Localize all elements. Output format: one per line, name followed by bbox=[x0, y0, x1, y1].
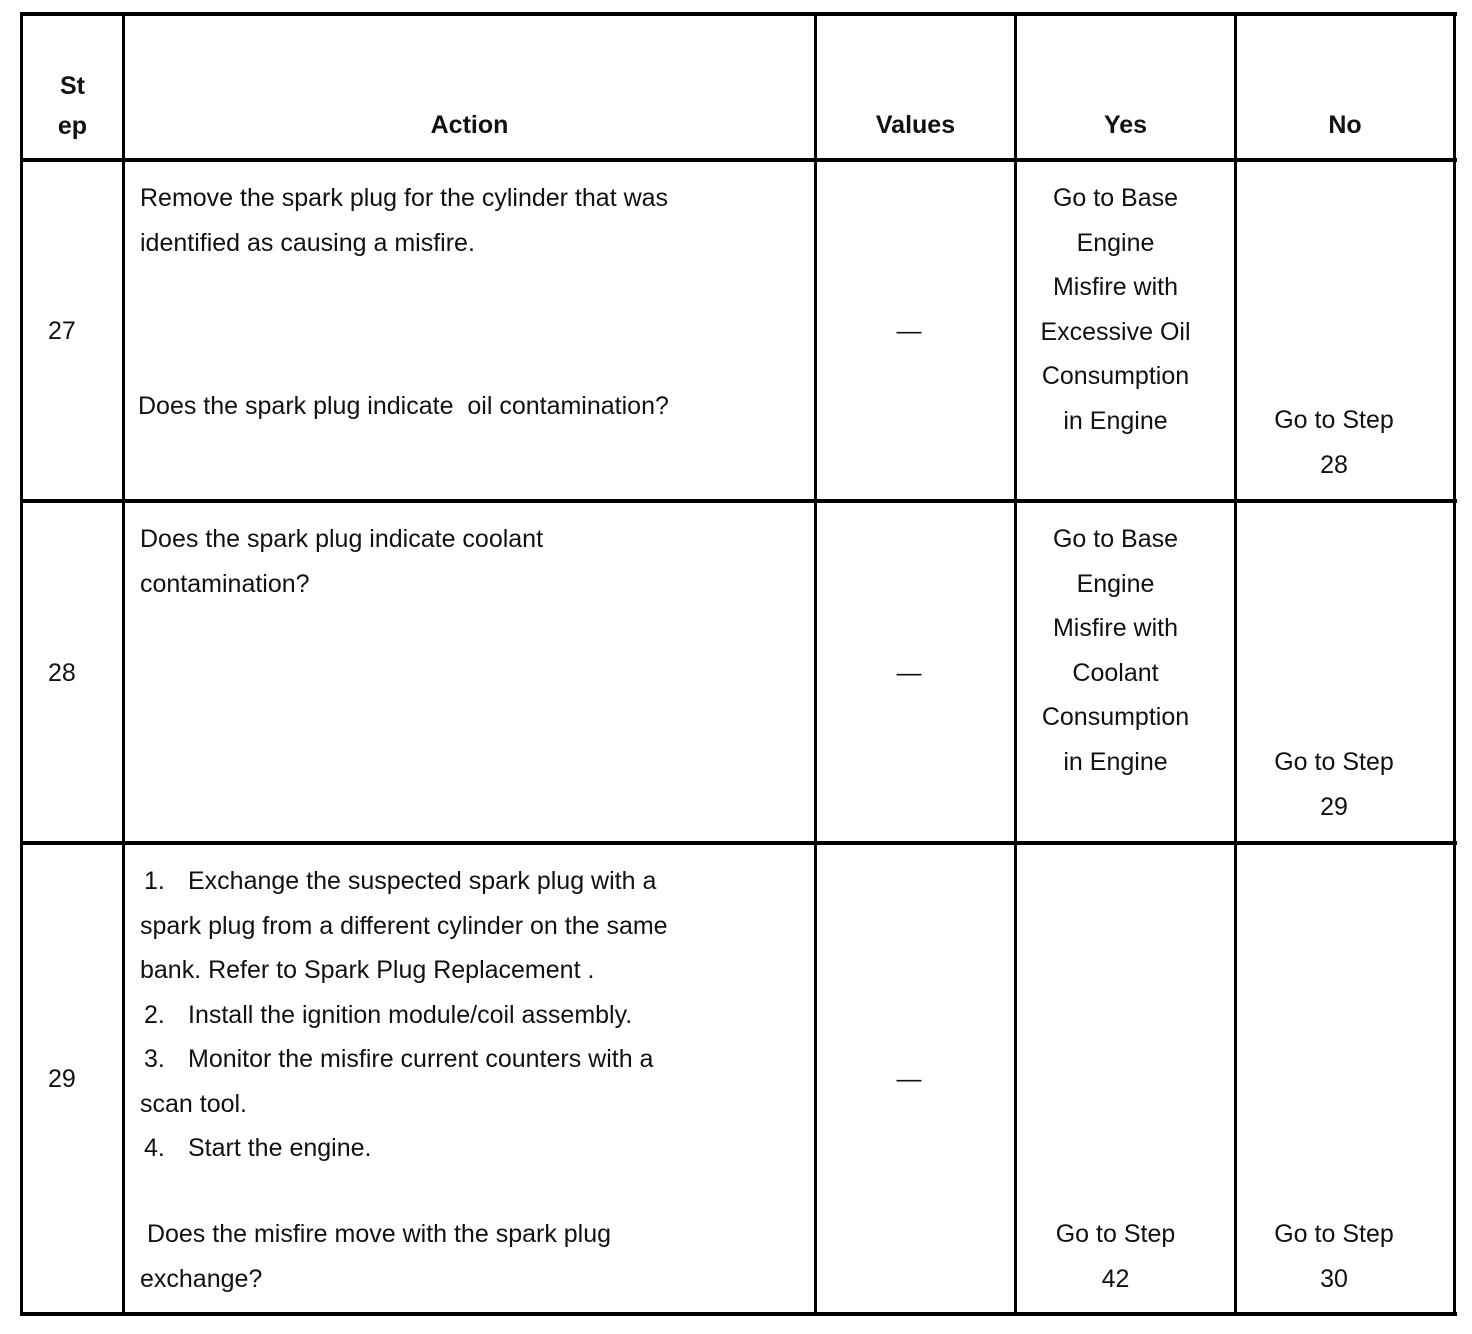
action-question: Does the spark plug indicate oil contamination? bbox=[138, 392, 669, 420]
action-question: Does the misfire move with the spark plug exchange? bbox=[140, 1220, 612, 1293]
column-divider bbox=[122, 12, 125, 1316]
no-result: Go to Step 30 bbox=[1274, 1220, 1394, 1293]
list-item-continued: bank. Refer to Spark Plug Replacement . bbox=[140, 956, 595, 984]
action-text bbox=[140, 176, 800, 265]
list-item-continued: scan tool. bbox=[140, 1089, 248, 1118]
table-border-bottom bbox=[20, 1312, 1457, 1316]
step-number: 27 bbox=[48, 317, 76, 345]
table-border-top bbox=[20, 12, 1457, 16]
action-text bbox=[140, 517, 800, 606]
yes-result: Go to Base Engine Misfire with Coolant Consumption in Engine bbox=[1041, 525, 1190, 776]
list-item: 3. Monitor the misfire current counters with a bbox=[144, 1045, 654, 1073]
value-dash: — bbox=[896, 317, 922, 345]
header-yes: Yes bbox=[1103, 111, 1148, 139]
action-line: Does the spark plug indicate coolant bbox=[140, 525, 544, 553]
header-values: Values bbox=[875, 111, 956, 139]
step-number: 28 bbox=[48, 659, 76, 687]
header-action: Action bbox=[430, 111, 509, 139]
no-result: Go to Step 28 bbox=[1274, 406, 1394, 479]
action-line: Remove the spark plug for the cylinder that was bbox=[140, 184, 669, 212]
value-dash: — bbox=[896, 1065, 922, 1093]
header-divider bbox=[20, 158, 1457, 162]
action-list bbox=[140, 859, 800, 1171]
yes-result: Go to Step 42 bbox=[1055, 1220, 1176, 1293]
no-result: Go to Step 29 bbox=[1274, 748, 1394, 821]
column-divider bbox=[1234, 12, 1237, 1316]
row-divider bbox=[20, 841, 1457, 845]
table-border-left bbox=[20, 12, 23, 1316]
list-item: 1. Exchange the suspected spark plug with a bbox=[144, 867, 657, 895]
list-item-continued: spark plug from a different cylinder on the same bbox=[140, 911, 668, 940]
list-item: 2. Install the ignition module/coil assembly. bbox=[144, 1000, 633, 1029]
step-number: 29 bbox=[48, 1065, 76, 1093]
header-no: No bbox=[1328, 111, 1362, 139]
list-item: 4. Start the engine. bbox=[144, 1134, 372, 1162]
table-border-right bbox=[1453, 12, 1456, 1316]
header-step-line1: St bbox=[60, 72, 85, 100]
header-step bbox=[23, 66, 122, 146]
value-dash: — bbox=[896, 659, 922, 687]
yes-result: Go to Base Engine Misfire with Excessive Oil Consumption in Engine bbox=[1040, 184, 1191, 435]
row-divider bbox=[20, 499, 1457, 503]
header-step-line2: ep bbox=[57, 112, 88, 140]
action-line: identified as causing a misfire. bbox=[140, 228, 475, 257]
action-line: contamination? bbox=[140, 569, 310, 598]
